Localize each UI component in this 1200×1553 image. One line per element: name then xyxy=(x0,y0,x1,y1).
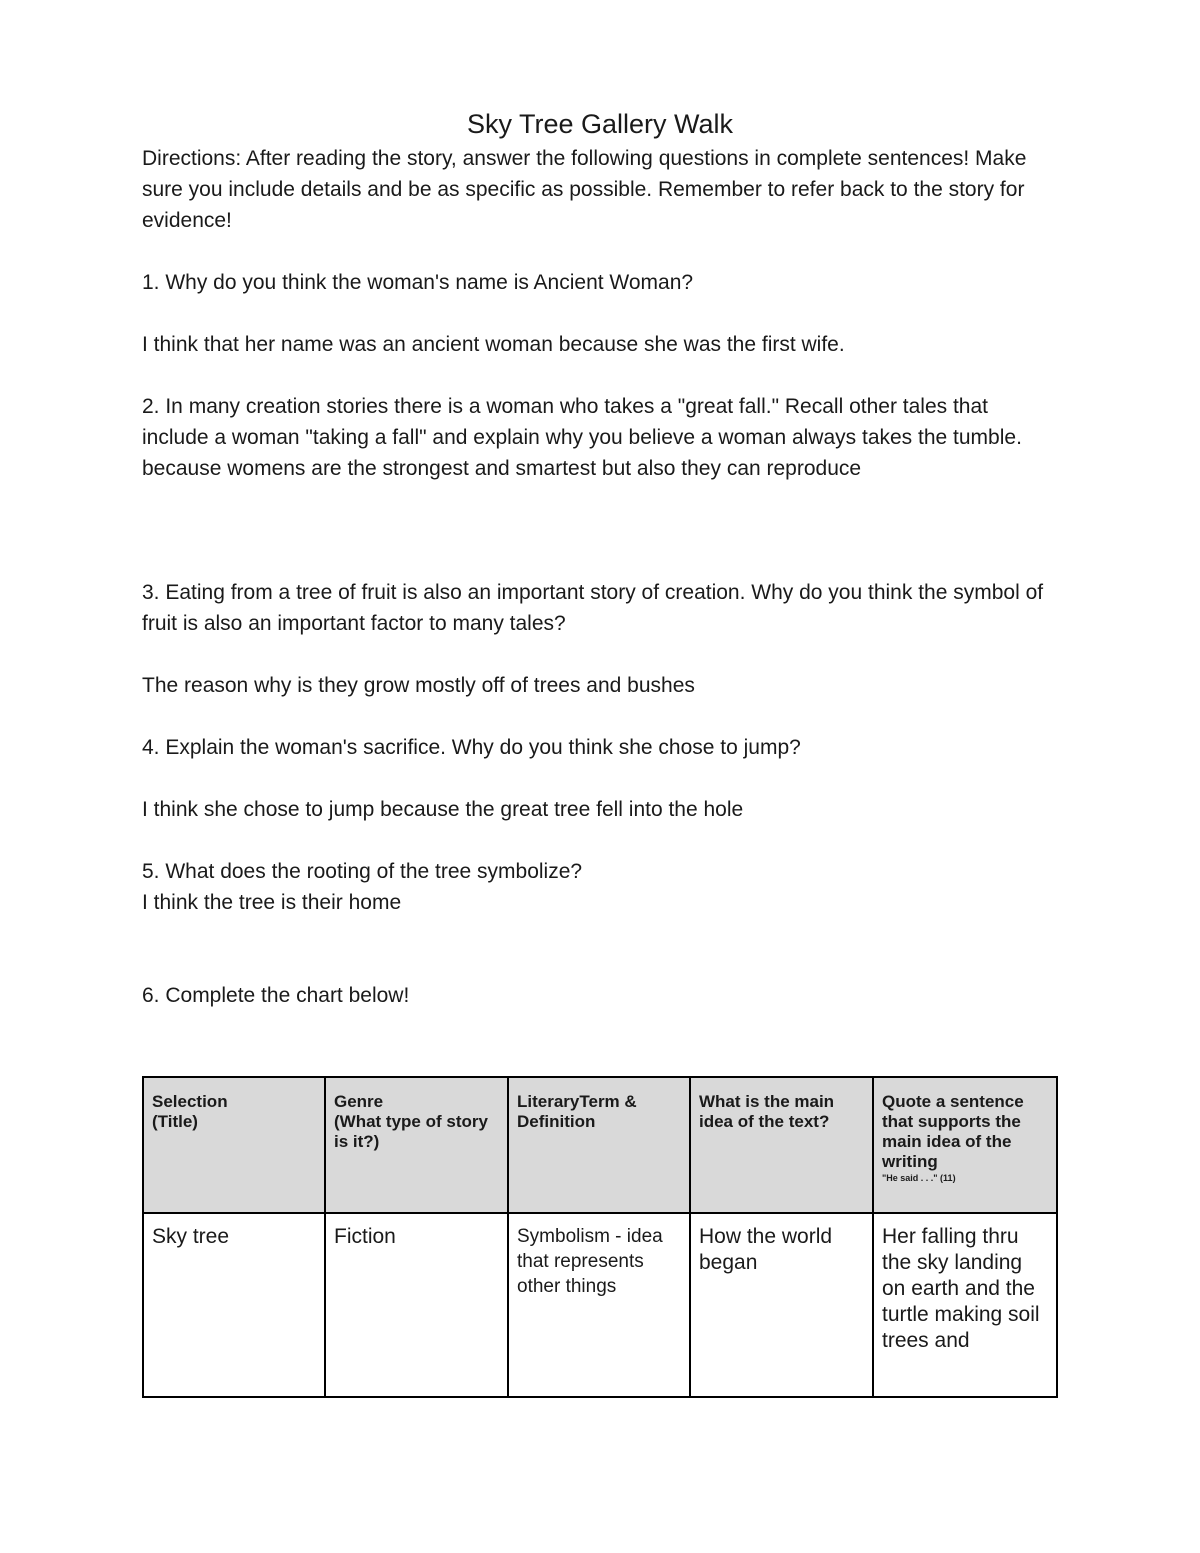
literary-chart xyxy=(142,1076,1058,1398)
question-1: 1. Why do you think the woman's name is Ancient Woman? xyxy=(142,271,694,294)
cell-genre: Fiction xyxy=(325,1213,508,1397)
header-main-idea: What is the main idea of the text? xyxy=(690,1077,873,1213)
header-genre-sub: (What type of story is it?) xyxy=(334,1112,488,1151)
page-title: Sky Tree Gallery Walk xyxy=(466,109,734,139)
header-selection-sub: (Title) xyxy=(152,1112,198,1131)
answer-3: The reason why is they grow mostly off of trees and bushes xyxy=(142,674,695,697)
answer-4: I think she chose to jump because the great tree fell into the hole xyxy=(142,798,744,821)
header-quote-label: Quote a sentence that supports the main idea of the writing xyxy=(882,1092,1024,1171)
answer-1: I think that her name was an ancient woman because she was the first wife. xyxy=(142,333,845,356)
question-4: 4. Explain the woman's sacrifice. Why do you think she chose to jump? xyxy=(142,736,801,759)
question-3: 3. Eating from a tree of fruit is also an important story of creation. Why do you think the symbol of fruit is also an important factor to many tales? xyxy=(142,581,1044,635)
header-selection-label: Selection xyxy=(152,1092,228,1111)
chart-header-row xyxy=(143,1077,1057,1213)
header-quote-cite: "He said . . ." (11) xyxy=(882,1173,956,1183)
chart-instruction: 6. Complete the chart below! xyxy=(142,984,410,1007)
cell-main-idea: How the world began xyxy=(690,1213,873,1397)
header-genre xyxy=(325,1077,508,1213)
header-selection xyxy=(143,1077,325,1213)
question-2: 2. In many creation stories there is a woman who takes a "great fall." Recall other tales that include a woman "taking a fall" and explain why you believe a woman always takes the tumble. xyxy=(142,395,1022,449)
answer-5: I think the tree is their home xyxy=(142,891,402,914)
directions-text: Directions: After reading the story, answer the following questions in complete sentences! Make sure you include details and be as specific as possible. Remember to refer back to the story for evidence! xyxy=(142,147,1027,232)
answer-2: because womens are the strongest and smartest but also they can reproduce xyxy=(142,457,862,480)
question-5: 5. What does the rooting of the tree symbolize? xyxy=(142,860,583,883)
header-quote xyxy=(873,1077,1057,1213)
worksheet-body xyxy=(142,143,1057,1011)
header-literary-term: LiteraryTerm & Definition xyxy=(508,1077,690,1213)
cell-selection: Sky tree xyxy=(143,1213,325,1397)
header-genre-label: Genre xyxy=(334,1092,384,1111)
cell-literary-term: Symbolism - idea that represents other things xyxy=(508,1213,690,1397)
chart-answer-row xyxy=(143,1213,1057,1397)
cell-quote: Her falling thru the sky landing on earth and the turtle making soil trees and xyxy=(873,1213,1057,1397)
